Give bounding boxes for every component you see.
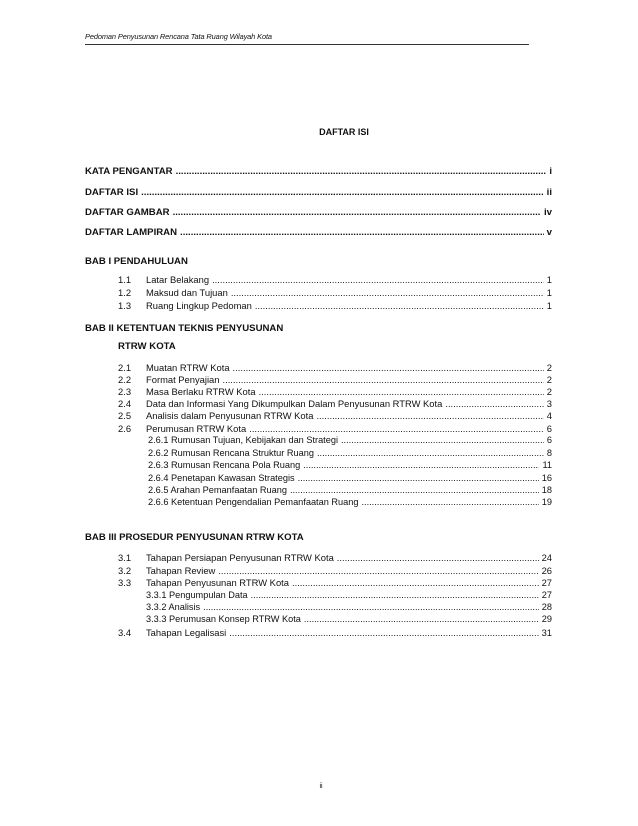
toc-entry-label: KATA PENGANTAR — [85, 166, 173, 177]
toc-entry-daftar-lampiran — [85, 227, 552, 238]
toc-entry-number: 2.3 — [118, 386, 132, 397]
toc-entry-page: 6 — [546, 435, 552, 445]
toc-entry-3-4 — [118, 627, 552, 638]
toc-entry-page: 2 — [546, 362, 552, 373]
toc-entry-label: 2.6.4 Penetapan Kawasan Strategis — [148, 473, 295, 483]
toc-entry-2-6 — [118, 423, 552, 434]
toc-entry-3-3-3 — [146, 614, 552, 624]
dot-leader — [249, 423, 544, 434]
toc-entry-2-6-1 — [148, 435, 552, 445]
dot-leader — [141, 187, 544, 198]
toc-entry-page: 3 — [546, 398, 552, 409]
toc-entry-3-2 — [118, 565, 552, 576]
chapter-heading-bab-2-line-2: RTRW KOTA — [118, 341, 176, 352]
toc-entry-label: Data dan Informasi Yang Dikumpulkan Dalam Penyusunan RTRW Kota — [146, 398, 443, 409]
toc-entry-page: i — [549, 166, 552, 177]
toc-entry-page: 18 — [541, 485, 552, 495]
dot-leader — [341, 435, 544, 445]
toc-entry-label: DAFTAR ISI — [85, 187, 139, 198]
toc-entry-label: Tahapan Persiapan Penyusunan RTRW Kota — [146, 552, 334, 563]
toc-entry-number: 3.2 — [118, 565, 132, 576]
toc-entry-page: 27 — [541, 590, 552, 600]
dot-leader — [304, 614, 539, 624]
dot-leader — [337, 552, 539, 563]
dot-leader — [251, 590, 539, 600]
toc-entry-label: 3.3.2 Analisis — [146, 602, 201, 612]
dot-leader — [233, 362, 544, 373]
toc-entry-page: 31 — [541, 627, 552, 638]
running-header: Pedoman Penyusunan Rencana Tata Ruang Wilayah Kota — [85, 32, 529, 45]
chapter-heading-bab-1: BAB I PENDAHULUAN — [85, 256, 188, 267]
toc-entry-page: 2 — [546, 374, 552, 385]
dot-leader — [218, 565, 538, 576]
dot-leader — [303, 460, 539, 470]
toc-entry-1-2 — [118, 287, 552, 298]
toc-entry-2-6-3 — [148, 460, 552, 470]
toc-entry-number: 1.3 — [118, 300, 132, 311]
toc-entry-page: 27 — [541, 577, 552, 588]
toc-entry-1-1 — [118, 274, 552, 285]
toc-entry-3-3 — [118, 577, 552, 588]
toc-entry-label: Maksud dan Tujuan — [146, 287, 228, 298]
toc-entry-label: 2.6.6 Ketentuan Pengendalian Pemanfaatan Ruang — [148, 497, 359, 507]
toc-entry-label: DAFTAR LAMPIRAN — [85, 227, 178, 238]
toc-entry-label: Tahapan Review — [146, 565, 216, 576]
toc-entry-label: 2.6.5 Arahan Pemanfaatan Ruang — [148, 485, 287, 495]
toc-entry-label: 3.3.3 Perumusan Konsep RTRW Kota — [146, 614, 301, 624]
toc-entry-page: 1 — [546, 274, 552, 285]
toc-entry-3-3-2 — [146, 602, 552, 612]
toc-entry-2-6-6 — [148, 497, 552, 507]
dot-leader — [229, 627, 538, 638]
toc-entry-2-6-2 — [148, 448, 552, 458]
chapter-heading-bab-2: BAB II KETENTUAN TEKNIS PENYUSUNAN — [85, 323, 284, 334]
toc-entry-label: Tahapan Penyusunan RTRW Kota — [146, 577, 289, 588]
toc-entry-page: v — [546, 227, 552, 238]
toc-entry-page: iv — [543, 207, 552, 218]
toc-entry-3-1 — [118, 552, 552, 563]
dot-leader — [173, 207, 541, 218]
toc-entry-page: 11 — [542, 460, 552, 470]
toc-entry-label: Analisis dalam Penyusunan RTRW Kota — [146, 410, 314, 421]
toc-entry-label: 2.6.2 Rumusan Rencana Struktur Ruang — [148, 448, 314, 458]
toc-entry-page: 1 — [546, 287, 552, 298]
toc-entry-page: 28 — [541, 602, 552, 612]
toc-entry-2-4 — [118, 398, 552, 409]
toc-entry-page: 16 — [541, 473, 552, 483]
dot-leader — [298, 473, 539, 483]
toc-entry-number: 1.1 — [118, 274, 132, 285]
dot-leader — [290, 485, 539, 495]
toc-entry-page: ii — [546, 187, 552, 198]
toc-entry-2-6-5 — [148, 485, 552, 495]
toc-entry-number: 2.1 — [118, 362, 132, 373]
toc-entry-label: 2.6.3 Rumusan Rencana Pola Ruang — [148, 460, 301, 470]
dot-leader — [212, 274, 544, 285]
toc-entry-page: 26 — [541, 565, 552, 576]
toc-entry-label: 2.6.1 Rumusan Tujuan, Kebijakan dan Strategi — [148, 435, 338, 445]
toc-entry-number: 2.5 — [118, 410, 132, 421]
toc-entry-label: Latar Belakang — [146, 274, 210, 285]
dot-leader — [176, 166, 547, 177]
chapter-heading-bab-3: BAB III PROSEDUR PENYUSUNAN RTRW KOTA — [85, 532, 304, 543]
toc-entry-label: Perumusan RTRW Kota — [146, 423, 247, 434]
dot-leader — [361, 497, 538, 507]
toc-entry-page: 4 — [546, 410, 552, 421]
toc-entry-2-3 — [118, 386, 552, 397]
page-title: DAFTAR ISI — [319, 127, 369, 137]
toc-entry-number: 3.1 — [118, 552, 132, 563]
toc-entry-label: 3.3.1 Pengumpulan Data — [146, 590, 248, 600]
toc-entry-number: 3.3 — [118, 577, 132, 588]
toc-entry-3-3-1 — [146, 590, 552, 600]
toc-entry-2-1 — [118, 362, 552, 373]
page-number: ii — [319, 783, 323, 790]
toc-entry-kata-pengantar — [85, 166, 552, 177]
toc-entry-number: 2.4 — [118, 398, 132, 409]
toc-entry-number: 1.2 — [118, 287, 132, 298]
toc-entry-number: 2.2 — [118, 374, 132, 385]
toc-entry-number: 2.6 — [118, 423, 132, 434]
toc-entry-page: 8 — [546, 448, 552, 458]
toc-entry-label: Format Penyajian — [146, 374, 220, 385]
toc-entry-label: Tahapan Legalisasi — [146, 627, 227, 638]
toc-entry-daftar-gambar — [85, 207, 552, 218]
dot-leader — [203, 602, 539, 612]
toc-entry-label: Ruang Lingkup Pedoman — [146, 300, 252, 311]
toc-entry-label: Masa Berlaku RTRW Kota — [146, 386, 256, 397]
toc-entry-page: 19 — [541, 497, 552, 507]
dot-leader — [222, 374, 543, 385]
toc-entry-page: 6 — [546, 423, 552, 434]
toc-entry-label: Muatan RTRW Kota — [146, 362, 230, 373]
toc-entry-label: DAFTAR GAMBAR — [85, 207, 170, 218]
dot-leader — [445, 398, 543, 409]
dot-leader — [255, 300, 544, 311]
dot-leader — [231, 287, 544, 298]
toc-entry-2-5 — [118, 410, 552, 421]
dot-leader — [180, 227, 544, 238]
dot-leader — [259, 386, 544, 397]
toc-entry-page: 29 — [541, 614, 552, 624]
table-of-contents — [85, 0, 552, 700]
dot-leader — [317, 448, 544, 458]
toc-entry-1-3 — [118, 300, 552, 311]
dot-leader — [292, 577, 539, 588]
toc-entry-daftar-isi — [85, 187, 552, 198]
toc-entry-2-6-4 — [148, 473, 552, 483]
toc-entry-page: 1 — [546, 300, 552, 311]
toc-entry-2-2 — [118, 374, 552, 385]
dot-leader — [316, 410, 543, 421]
toc-entry-page: 24 — [541, 552, 552, 563]
toc-entry-number: 3.4 — [118, 627, 132, 638]
toc-entry-page: 2 — [546, 386, 552, 397]
